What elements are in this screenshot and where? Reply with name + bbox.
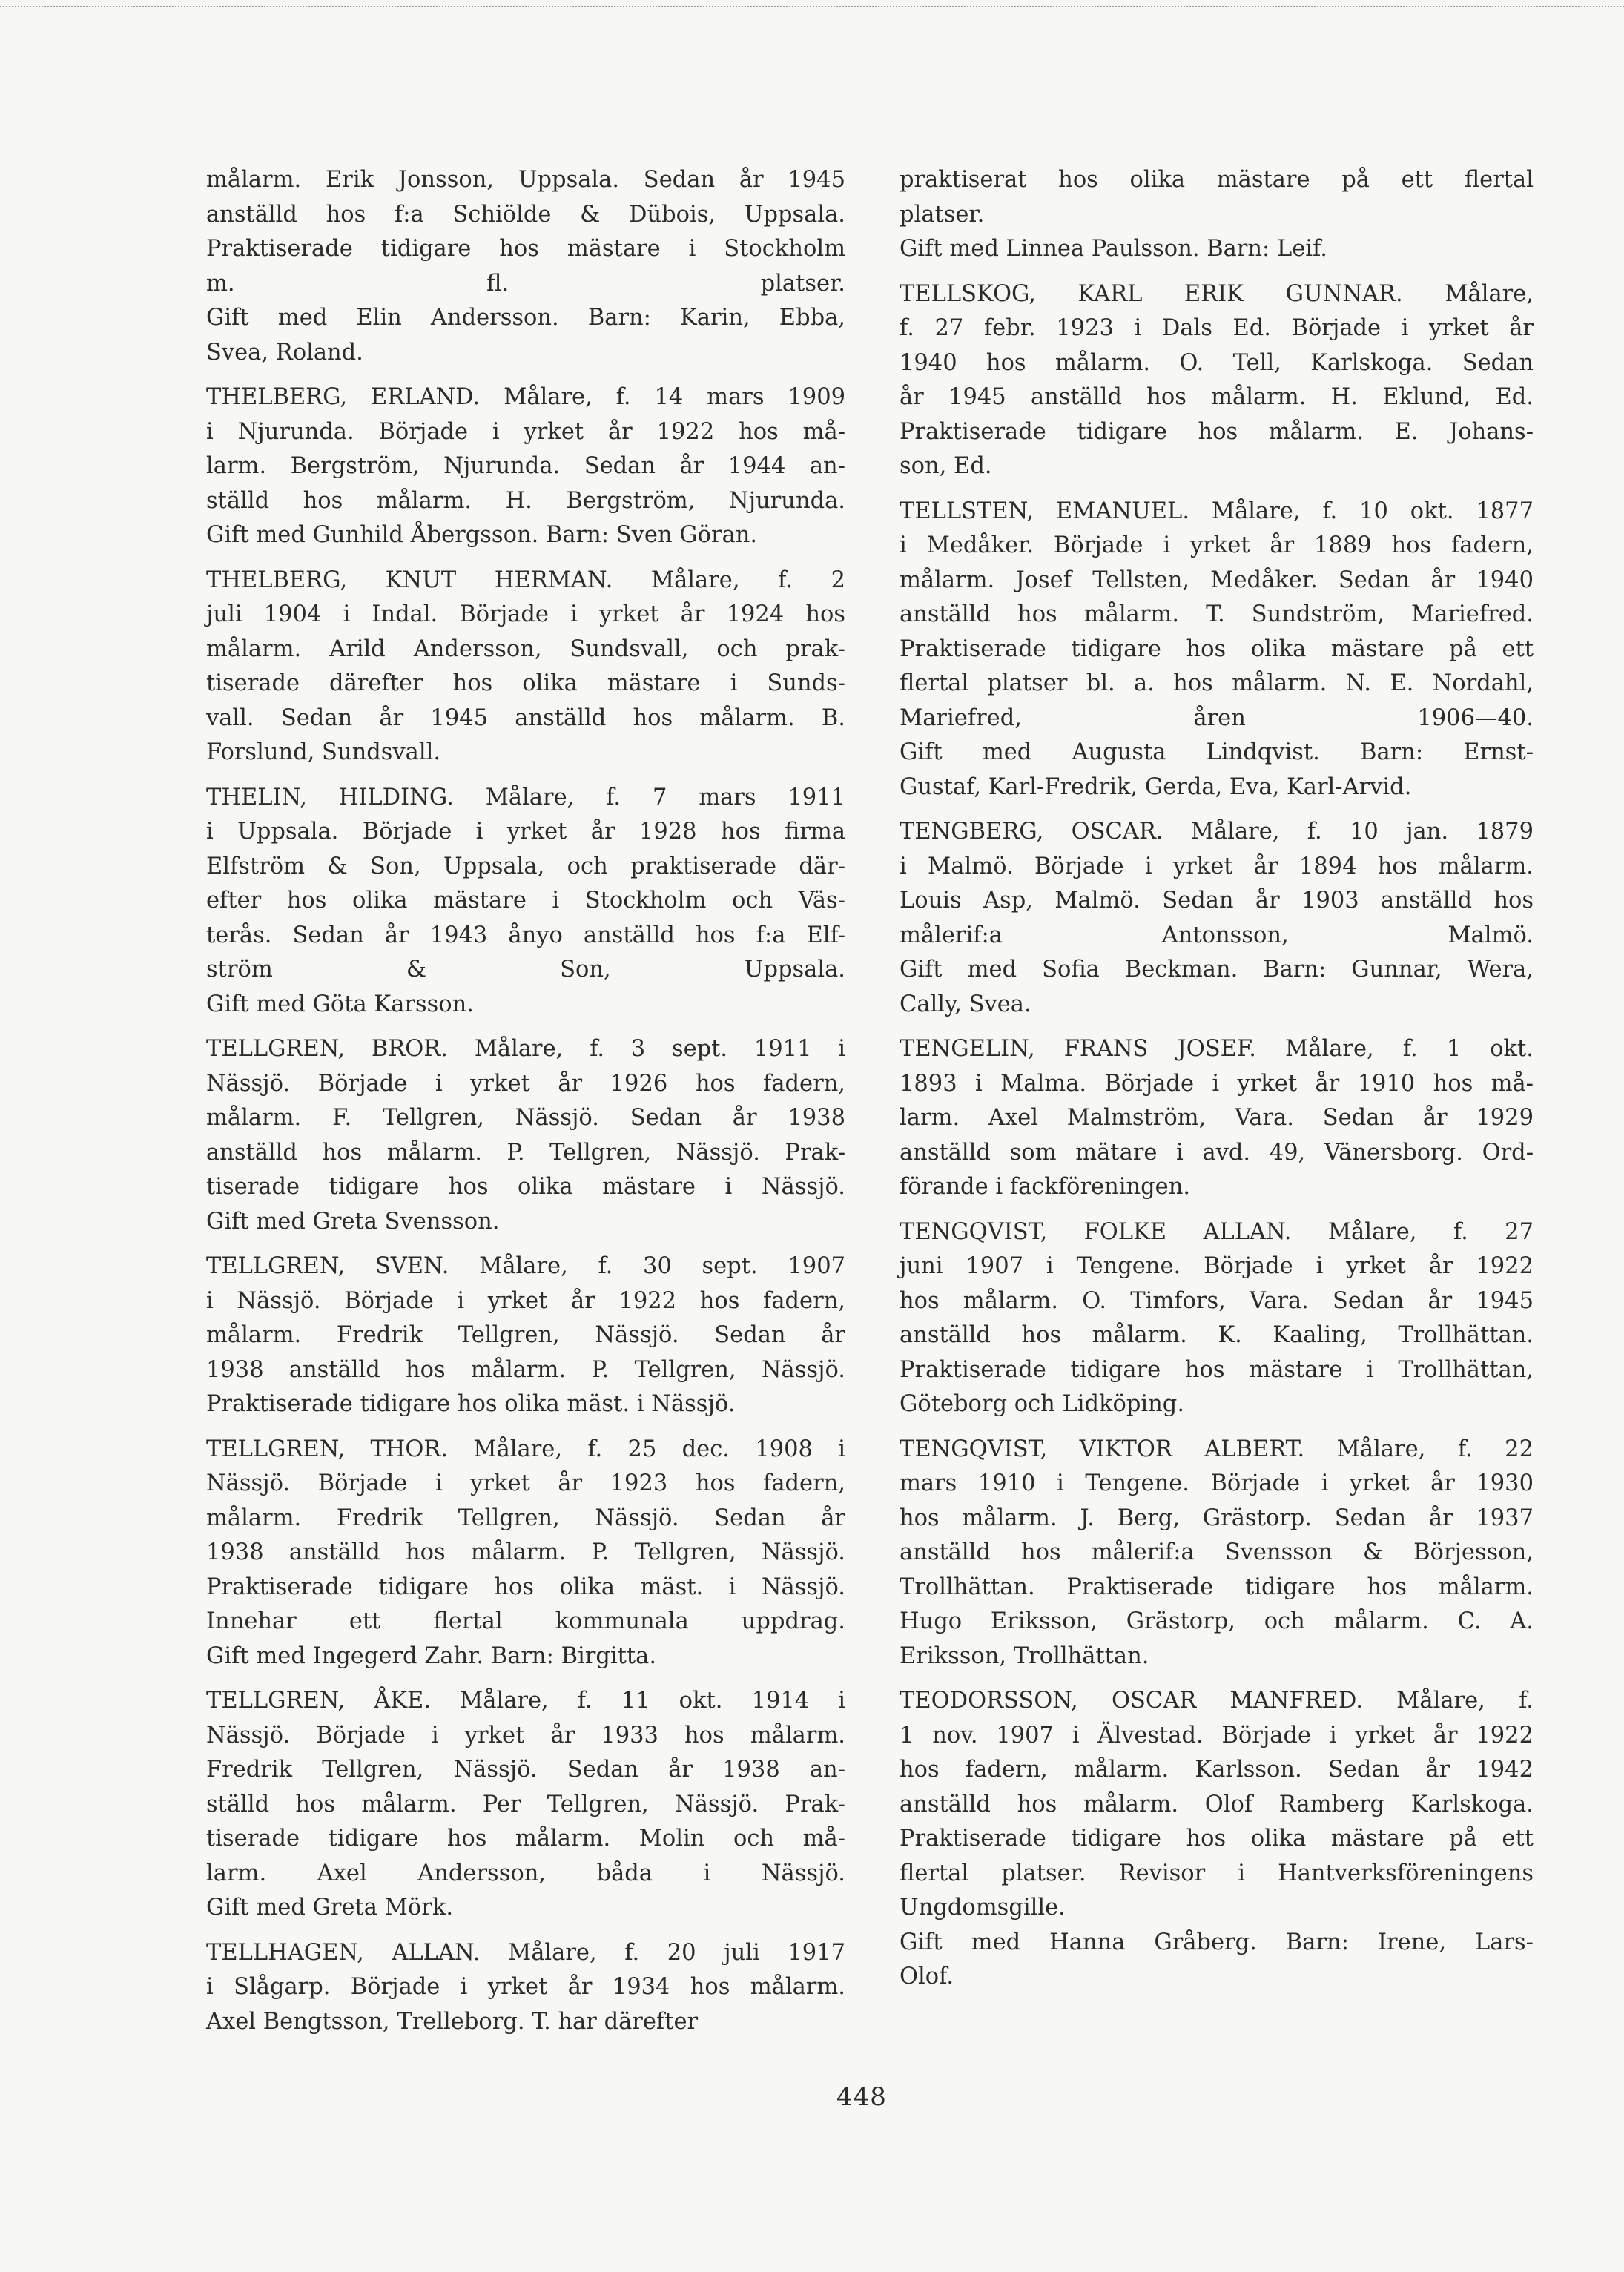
text-line: Nässjö. Började i yrket år 1926 hos fadern,	[206, 1070, 845, 1097]
text-line: 1938 anställd hos målarm. P. Tellgren, Nässjö.	[206, 1539, 845, 1565]
entry-paragraph	[206, 1032, 845, 1239]
entry-paragraph	[206, 380, 845, 553]
text-line: i Medåker. Började i yrket år 1889 hos fadern,	[900, 532, 1534, 558]
entry-paragraph	[206, 1684, 845, 1926]
text-line: i Njurunda. Började i yrket år 1922 hos må-	[206, 418, 845, 445]
text-line: målarm. Fredrik Tellgren, Nässjö. Sedan år	[206, 1505, 845, 1531]
text-line: TENGQVIST, VIKTOR ALBERT. Målare, f. 22	[900, 1436, 1534, 1462]
entry-paragraph	[206, 163, 845, 370]
text-line: Göteborg och Lidköping.	[900, 1391, 1185, 1417]
text-line: juni 1907 i Tengene. Började i yrket år 1922	[900, 1253, 1534, 1279]
text-line: Fredrik Tellgren, Nässjö. Sedan år 1938 an-	[206, 1757, 845, 1783]
text-line: Gift med Ingegerd Zahr. Barn: Birgitta.	[206, 1642, 657, 1669]
text-line: Olof.	[900, 1964, 954, 1989]
text-line: målarm. Fredrik Tellgren, Nässjö. Sedan år	[206, 1322, 845, 1348]
text-line: ström & Son, Uppsala.	[206, 957, 845, 983]
entry-paragraph	[900, 1032, 1534, 1205]
text-line: hos målarm. O. Timfors, Vara. Sedan år 1945	[900, 1287, 1534, 1314]
text-line: anställd hos målarm. K. Kaaling, Trollhättan.	[900, 1322, 1534, 1348]
text-line: målarm. F. Tellgren, Nässjö. Sedan år 1938	[206, 1105, 845, 1131]
entry-paragraph	[900, 163, 1534, 267]
text-line: Louis Asp, Malmö. Sedan år 1903 anställd hos	[900, 888, 1534, 914]
text-line: praktiserat hos olika mästare på ett flertal	[900, 167, 1534, 193]
text-line: Cally, Svea.	[900, 991, 1031, 1017]
text-line: målarm. Arild Andersson, Sundsvall, och prak-	[206, 635, 845, 662]
text-line: tiserade tidigare hos målarm. Molin och må-	[206, 1826, 845, 1852]
text-line: Praktiserade tidigare hos olika mäst. i Nässjö.	[206, 1391, 736, 1417]
text-line: TENGQVIST, FOLKE ALLAN. Målare, f. 27	[900, 1218, 1534, 1245]
text-line: i Nässjö. Började i yrket år 1922 hos fadern,	[206, 1287, 845, 1314]
text-line: Innehar ett flertal kommunala uppdrag.	[206, 1608, 845, 1634]
text-line: Gift med Linnea Paulsson. Barn: Leif.	[900, 236, 1327, 262]
entry-paragraph	[206, 1936, 845, 2040]
text-line: Praktiserade tidigare hos mästare i Stockholm	[206, 236, 845, 262]
top-border	[0, 0, 1624, 7]
text-line: TEODORSSON, OSCAR MANFRED. Målare, f.	[900, 1688, 1534, 1714]
text-line: TENGELIN, FRANS JOSEF. Målare, f. 1 okt.	[900, 1036, 1534, 1062]
entry-paragraph	[900, 1215, 1534, 1422]
text-line: Elfström & Son, Uppsala, och praktiserade där-	[206, 853, 845, 879]
text-line: larm. Axel Malmström, Vara. Sedan år 1929	[900, 1105, 1534, 1131]
text-line: Gustaf, Karl-Fredrik, Gerda, Eva, Karl-Arvid.	[900, 773, 1412, 800]
text-line: son, Ed.	[900, 453, 992, 479]
entry-paragraph	[900, 815, 1534, 1022]
entry-paragraph	[900, 495, 1534, 805]
text-line: Ungdomsgille.	[900, 1895, 1066, 1921]
entry-paragraph	[900, 1433, 1534, 1674]
text-line: larm. Axel Andersson, båda i Nässjö.	[206, 1860, 845, 1886]
text-line: målarm. Josef Tellsten, Medåker. Sedan år 1940	[900, 567, 1534, 593]
text-line: TELLGREN, SVEN. Målare, f. 30 sept. 1907	[206, 1253, 845, 1279]
text-line: TELLGREN, THOR. Målare, f. 25 dec. 1908 i	[206, 1436, 845, 1462]
text-line: anställd hos f:a Schiölde & Dübois, Uppsala.	[206, 201, 845, 228]
text-line: Hugo Eriksson, Grästorp, och målarm. C. A.	[900, 1608, 1534, 1634]
text-line: Praktiserade tidigare hos olika mästare på ett	[900, 1826, 1534, 1852]
text-line: 1 nov. 1907 i Älvestad. Började i yrket år 1922	[900, 1722, 1534, 1748]
text-line: i Slågarp. Började i yrket år 1934 hos målarm.	[206, 1974, 845, 2000]
text-line: Praktiserade tidigare hos olika mäst. i Nässjö.	[206, 1573, 845, 1600]
text-line: ställd hos målarm. Per Tellgren, Nässjö. Prak-	[206, 1791, 845, 1817]
text-line: TENGBERG, OSCAR. Målare, f. 10 jan. 1879	[900, 819, 1534, 845]
text-line: TELLGREN, ÅKE. Målare, f. 11 okt. 1914 i	[206, 1688, 845, 1714]
entry-paragraph	[900, 277, 1534, 484]
entry-paragraph	[900, 1684, 1534, 1995]
text-line: Gift med Elin Andersson. Barn: Karin, Ebba,	[206, 305, 845, 331]
text-line: terås. Sedan år 1943 ånyo anställd hos f:a Elf-	[206, 922, 845, 948]
text-line: TELLSKOG, KARL ERIK GUNNAR. Målare,	[900, 280, 1534, 307]
text-line: anställd hos målarm. P. Tellgren, Nässjö. Prak-	[206, 1139, 845, 1166]
text-line: i Uppsala. Började i yrket år 1928 hos firma	[206, 819, 845, 845]
text-line: Gift med Göta Karsson.	[206, 991, 474, 1017]
text-line: 1938 anställd hos målarm. P. Tellgren, Nässjö.	[206, 1356, 845, 1383]
right-column	[900, 163, 1534, 2005]
text-line: Gift med Augusta Lindqvist. Barn: Ernst-	[900, 739, 1534, 765]
text-line: TELLSTEN, EMANUEL. Målare, f. 10 okt. 1877	[900, 498, 1534, 524]
text-line: 1940 hos målarm. O. Tell, Karlskoga. Sedan	[900, 349, 1534, 376]
text-line: år 1945 anställd hos målarm. H. Eklund, Ed.	[900, 384, 1534, 410]
text-line: efter hos olika mästare i Stockholm och Väs-	[206, 888, 845, 914]
text-line: ställd hos målarm. H. Bergström, Njurunda.	[206, 487, 845, 514]
text-line: f. 27 febr. 1923 i Dals Ed. Började i yrket år	[900, 315, 1534, 341]
entry-paragraph	[206, 1249, 845, 1422]
text-line: Praktiserade tidigare hos mästare i Trollhättan,	[900, 1356, 1534, 1383]
text-line: hos fadern, målarm. Karlsson. Sedan år 1942	[900, 1757, 1534, 1783]
text-line: Trollhättan. Praktiserade tidigare hos målarm.	[900, 1573, 1534, 1600]
entry-paragraph	[206, 1433, 845, 1674]
page-number: 448	[836, 2082, 887, 2112]
text-line: Gift med Sofia Beckman. Barn: Gunnar, Wera,	[900, 957, 1534, 983]
text-line: anställd hos målarm. Olof Ramberg Karlskoga.	[900, 1791, 1534, 1817]
text-line: larm. Bergström, Njurunda. Sedan år 1944 an-	[206, 453, 845, 479]
text-line: målerif:a Antonsson, Malmö.	[900, 922, 1534, 948]
text-line: Forslund, Sundsvall.	[206, 739, 441, 765]
text-line: Praktiserade tidigare hos målarm. E. Johans-	[900, 418, 1534, 445]
text-line: mars 1910 i Tengene. Började i yrket år 1930	[900, 1470, 1534, 1496]
text-line: Gift med Greta Svensson.	[206, 1208, 500, 1235]
text-line: Axel Bengtsson, Trelleborg. T. har därefter	[206, 2008, 699, 2035]
text-line: THELBERG, ERLAND. Målare, f. 14 mars 1909	[206, 384, 845, 410]
text-line: Nässjö. Började i yrket år 1923 hos fadern,	[206, 1470, 845, 1496]
text-line: m. fl. platser.	[206, 270, 845, 297]
text-line: anställd hos målarm. T. Sundström, Mariefred.	[900, 601, 1534, 627]
text-line: Mariefred, åren 1906—40.	[900, 704, 1534, 731]
text-line: Gift med Gunhild Åbergsson. Barn: Sven Göran.	[206, 522, 758, 548]
text-line: Nässjö. Började i yrket år 1933 hos målarm.	[206, 1722, 845, 1748]
text-line: tiserade tidigare hos olika mästare i Nässjö.	[206, 1174, 845, 1200]
text-line: Gift med Hanna Gråberg. Barn: Irene, Lars-	[900, 1929, 1534, 1955]
text-line: i Malmö. Började i yrket år 1894 hos målarm.	[900, 853, 1534, 879]
text-line: TELLGREN, BROR. Målare, f. 3 sept. 1911 i	[206, 1036, 845, 1062]
text-line: vall. Sedan år 1945 anställd hos målarm. B.	[206, 704, 845, 731]
entry-paragraph	[206, 781, 845, 1023]
text-line: Gift med Greta Mörk.	[206, 1895, 454, 1921]
text-line: målarm. Erik Jonsson, Uppsala. Sedan år 1945	[206, 167, 845, 193]
text-line: THELIN, HILDING. Målare, f. 7 mars 1911	[206, 784, 845, 810]
text-line: hos målarm. J. Berg, Grästorp. Sedan år 1937	[900, 1505, 1534, 1531]
text-line: Eriksson, Trollhättan.	[900, 1642, 1149, 1669]
text-line: anställd som mätare i avd. 49, Vänersborg. Ord-	[900, 1139, 1534, 1166]
text-line: flertal platser. Revisor i Hantverksföreningens	[900, 1860, 1534, 1886]
text-line: THELBERG, KNUT HERMAN. Målare, f. 2	[206, 567, 845, 593]
text-line: flertal platser bl. a. hos målarm. N. E. Nordahl,	[900, 670, 1534, 696]
text-line: tiserade därefter hos olika mästare i Sunds-	[206, 670, 845, 696]
entry-paragraph	[206, 564, 845, 770]
text-line: anställd hos målerif:a Svensson & Börjesson,	[900, 1539, 1534, 1565]
text-line: platser.	[900, 201, 985, 228]
text-line: förande i fackföreningen.	[900, 1174, 1191, 1200]
text-line: Praktiserade tidigare hos olika mästare på ett	[900, 635, 1534, 662]
text-line: juli 1904 i Indal. Började i yrket år 1924 hos	[206, 601, 845, 627]
text-line: TELLHAGEN, ALLAN. Målare, f. 20 juli 1917	[206, 1939, 845, 1966]
text-line: 1893 i Malma. Började i yrket år 1910 hos må-	[900, 1070, 1534, 1097]
left-column	[206, 163, 845, 2050]
text-line: Svea, Roland.	[206, 339, 363, 366]
